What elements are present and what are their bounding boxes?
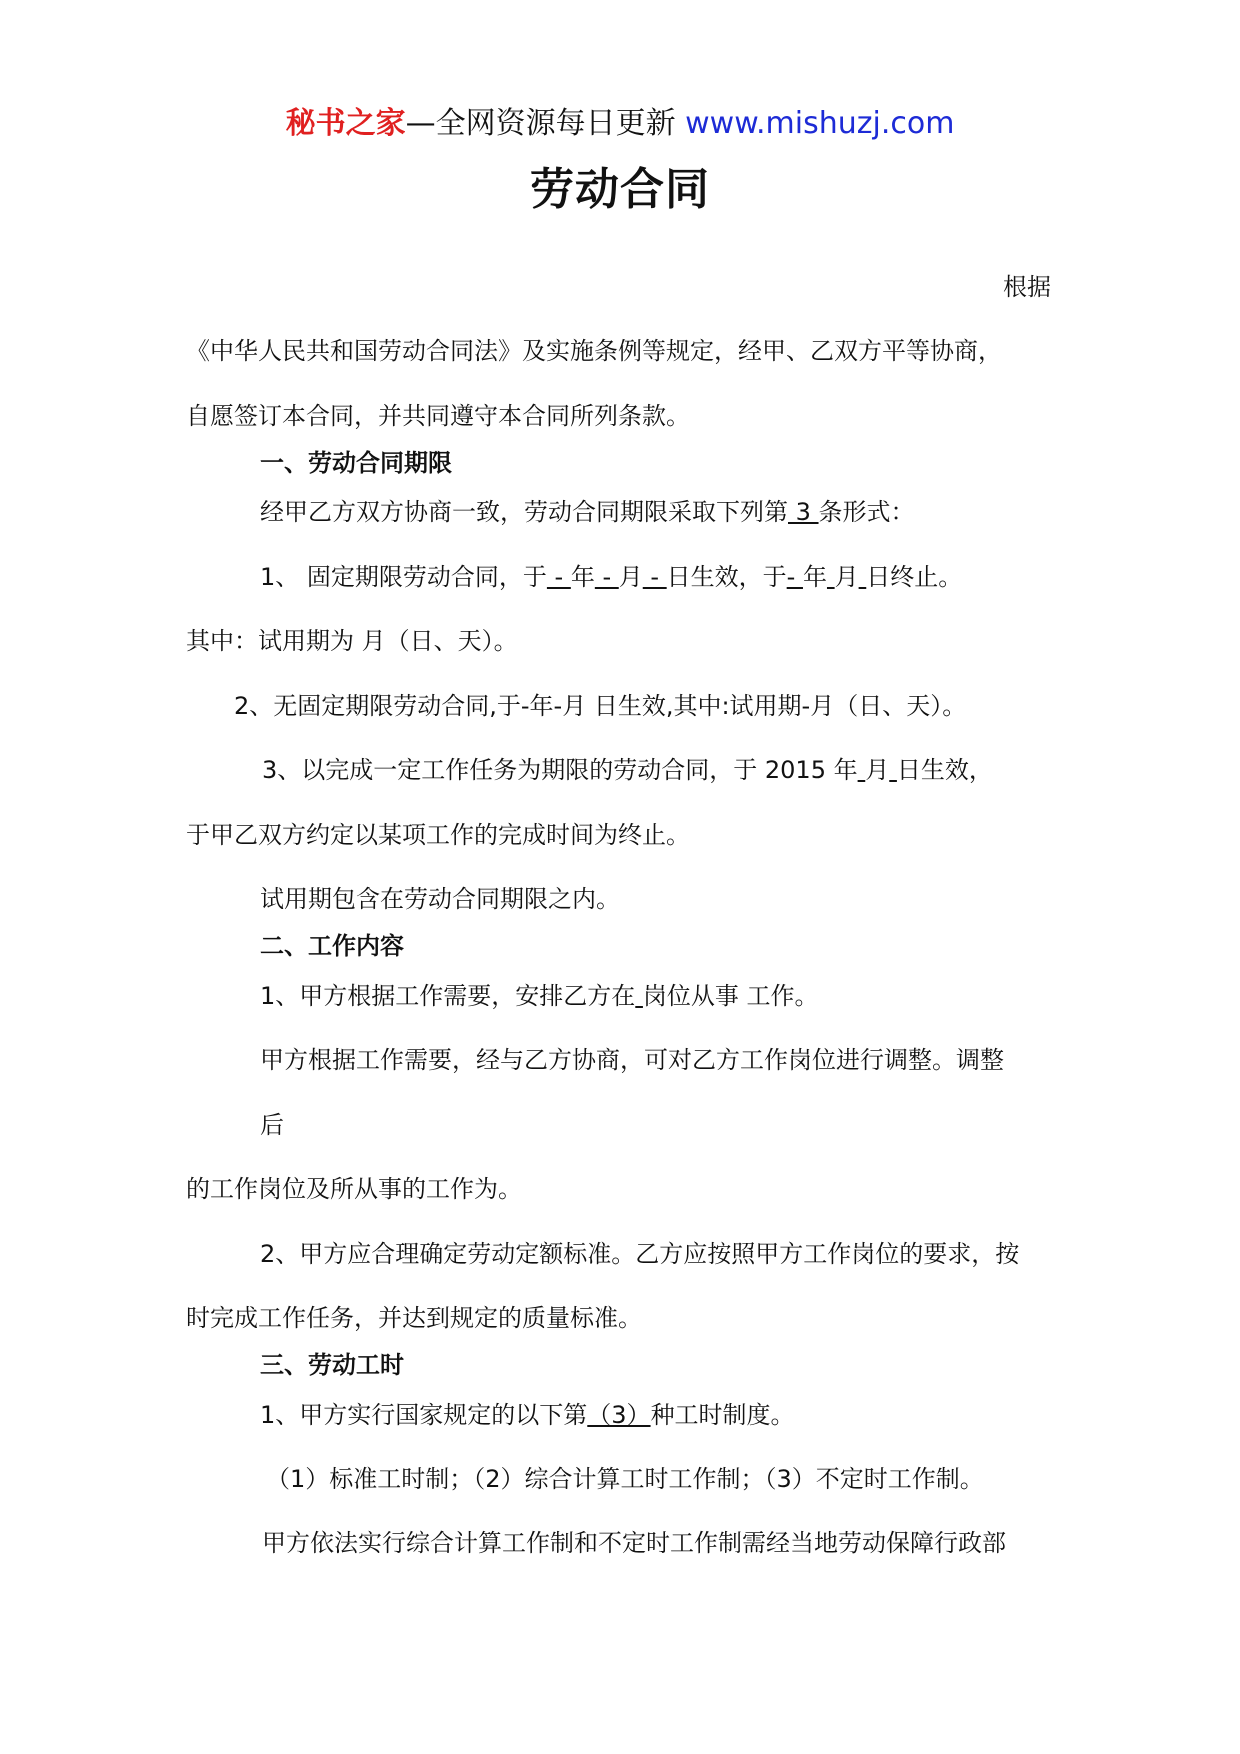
blank-field: -: [642, 563, 667, 591]
paragraph-line: [260, 1398, 795, 1432]
paragraph-line: 2、甲方应合理确定劳动定额标准。乙方应按照甲方工作岗位的要求，按: [260, 1240, 1020, 1268]
section-heading: 一、劳动合同期限: [260, 449, 452, 477]
paragraph-line: 甲方根据工作需要，经与乙方协商，可对乙方工作岗位进行调整。调整: [260, 1046, 1004, 1074]
paragraph-line: 后: [260, 1111, 284, 1139]
paragraph-line: （1）标准工时制；（2）综合计算工时工作制；（3）不定时工作制。: [266, 1465, 984, 1493]
paragraph-line: 甲方依法实行综合计算工作制和不定时工作制需经当地劳动保障行政部: [262, 1529, 1006, 1557]
paragraph-line: 根据: [1003, 273, 1051, 301]
paragraph-line: 的工作岗位及所从事的工作为。: [186, 1175, 522, 1203]
paragraph-line: [260, 979, 819, 1013]
paragraph-line: [260, 495, 915, 529]
blank-field: -: [786, 563, 803, 591]
text-run: 1、 固定期限劳动合同，于: [260, 563, 547, 591]
text-run: 岗位从事 工作。: [642, 982, 819, 1010]
paragraph-line: 自愿签订本合同，并共同遵守本合同所列条款。: [186, 402, 690, 430]
document-title: 劳动合同: [530, 164, 710, 215]
text-run: 月: [618, 563, 643, 591]
paragraph-line: 试用期包含在劳动合同期限之内。: [260, 885, 620, 913]
text-run: 日终止。: [866, 563, 963, 591]
text-run: 经甲乙方双方协商一致，劳动合同期限采取下列第: [260, 498, 788, 526]
site-url: www.mishuzj.com: [685, 106, 955, 141]
paragraph-line: [262, 753, 993, 787]
text-run: 日生效，: [896, 756, 993, 784]
text-run: 3、以完成一定工作任务为期限的劳动合同，于 2015 年: [262, 756, 858, 784]
blank-field: -: [546, 563, 571, 591]
text-run: 年: [570, 563, 595, 591]
paragraph-line: 2、无固定期限劳动合同,于-年-月 日生效,其中:试用期-月（日、天）。: [234, 692, 967, 720]
brand-name: 秘书之家: [285, 106, 406, 141]
site-banner: [0, 100, 1240, 148]
section-heading: 二、工作内容: [260, 932, 404, 960]
blank-field: [889, 756, 897, 784]
text-run: 1、甲方实行国家规定的以下第: [260, 1401, 588, 1429]
banner-tagline: —全网资源每日更新: [405, 106, 686, 141]
blank-field: 3: [788, 498, 819, 526]
paragraph-line: 于甲乙双方约定以某项工作的完成时间为终止。: [186, 821, 690, 849]
text-run: 月: [834, 563, 859, 591]
blank-field: -: [594, 563, 619, 591]
text-run: 年: [802, 563, 827, 591]
paragraph-line: 时完成工作任务，并达到规定的质量标准。: [186, 1304, 642, 1332]
text-run: 种工时制度。: [650, 1401, 795, 1429]
text-run: 1、甲方根据工作需要，安排乙方在: [260, 982, 636, 1010]
paragraph-line: 《中华人民共和国劳动合同法》及实施条例等规定，经甲、乙双方平等协商，: [186, 337, 1002, 365]
paragraph-line: 其中：试用期为 月（日、天）。: [186, 627, 518, 655]
paragraph-line: [260, 560, 962, 594]
blank-field: [635, 982, 643, 1010]
text-run: 条形式：: [818, 498, 915, 526]
blank-field: [827, 563, 835, 591]
text-run: 月: [865, 756, 890, 784]
section-heading: 三、劳动工时: [260, 1351, 404, 1379]
blank-field: （3）: [587, 1401, 651, 1429]
text-run: 日生效，于: [666, 563, 787, 591]
